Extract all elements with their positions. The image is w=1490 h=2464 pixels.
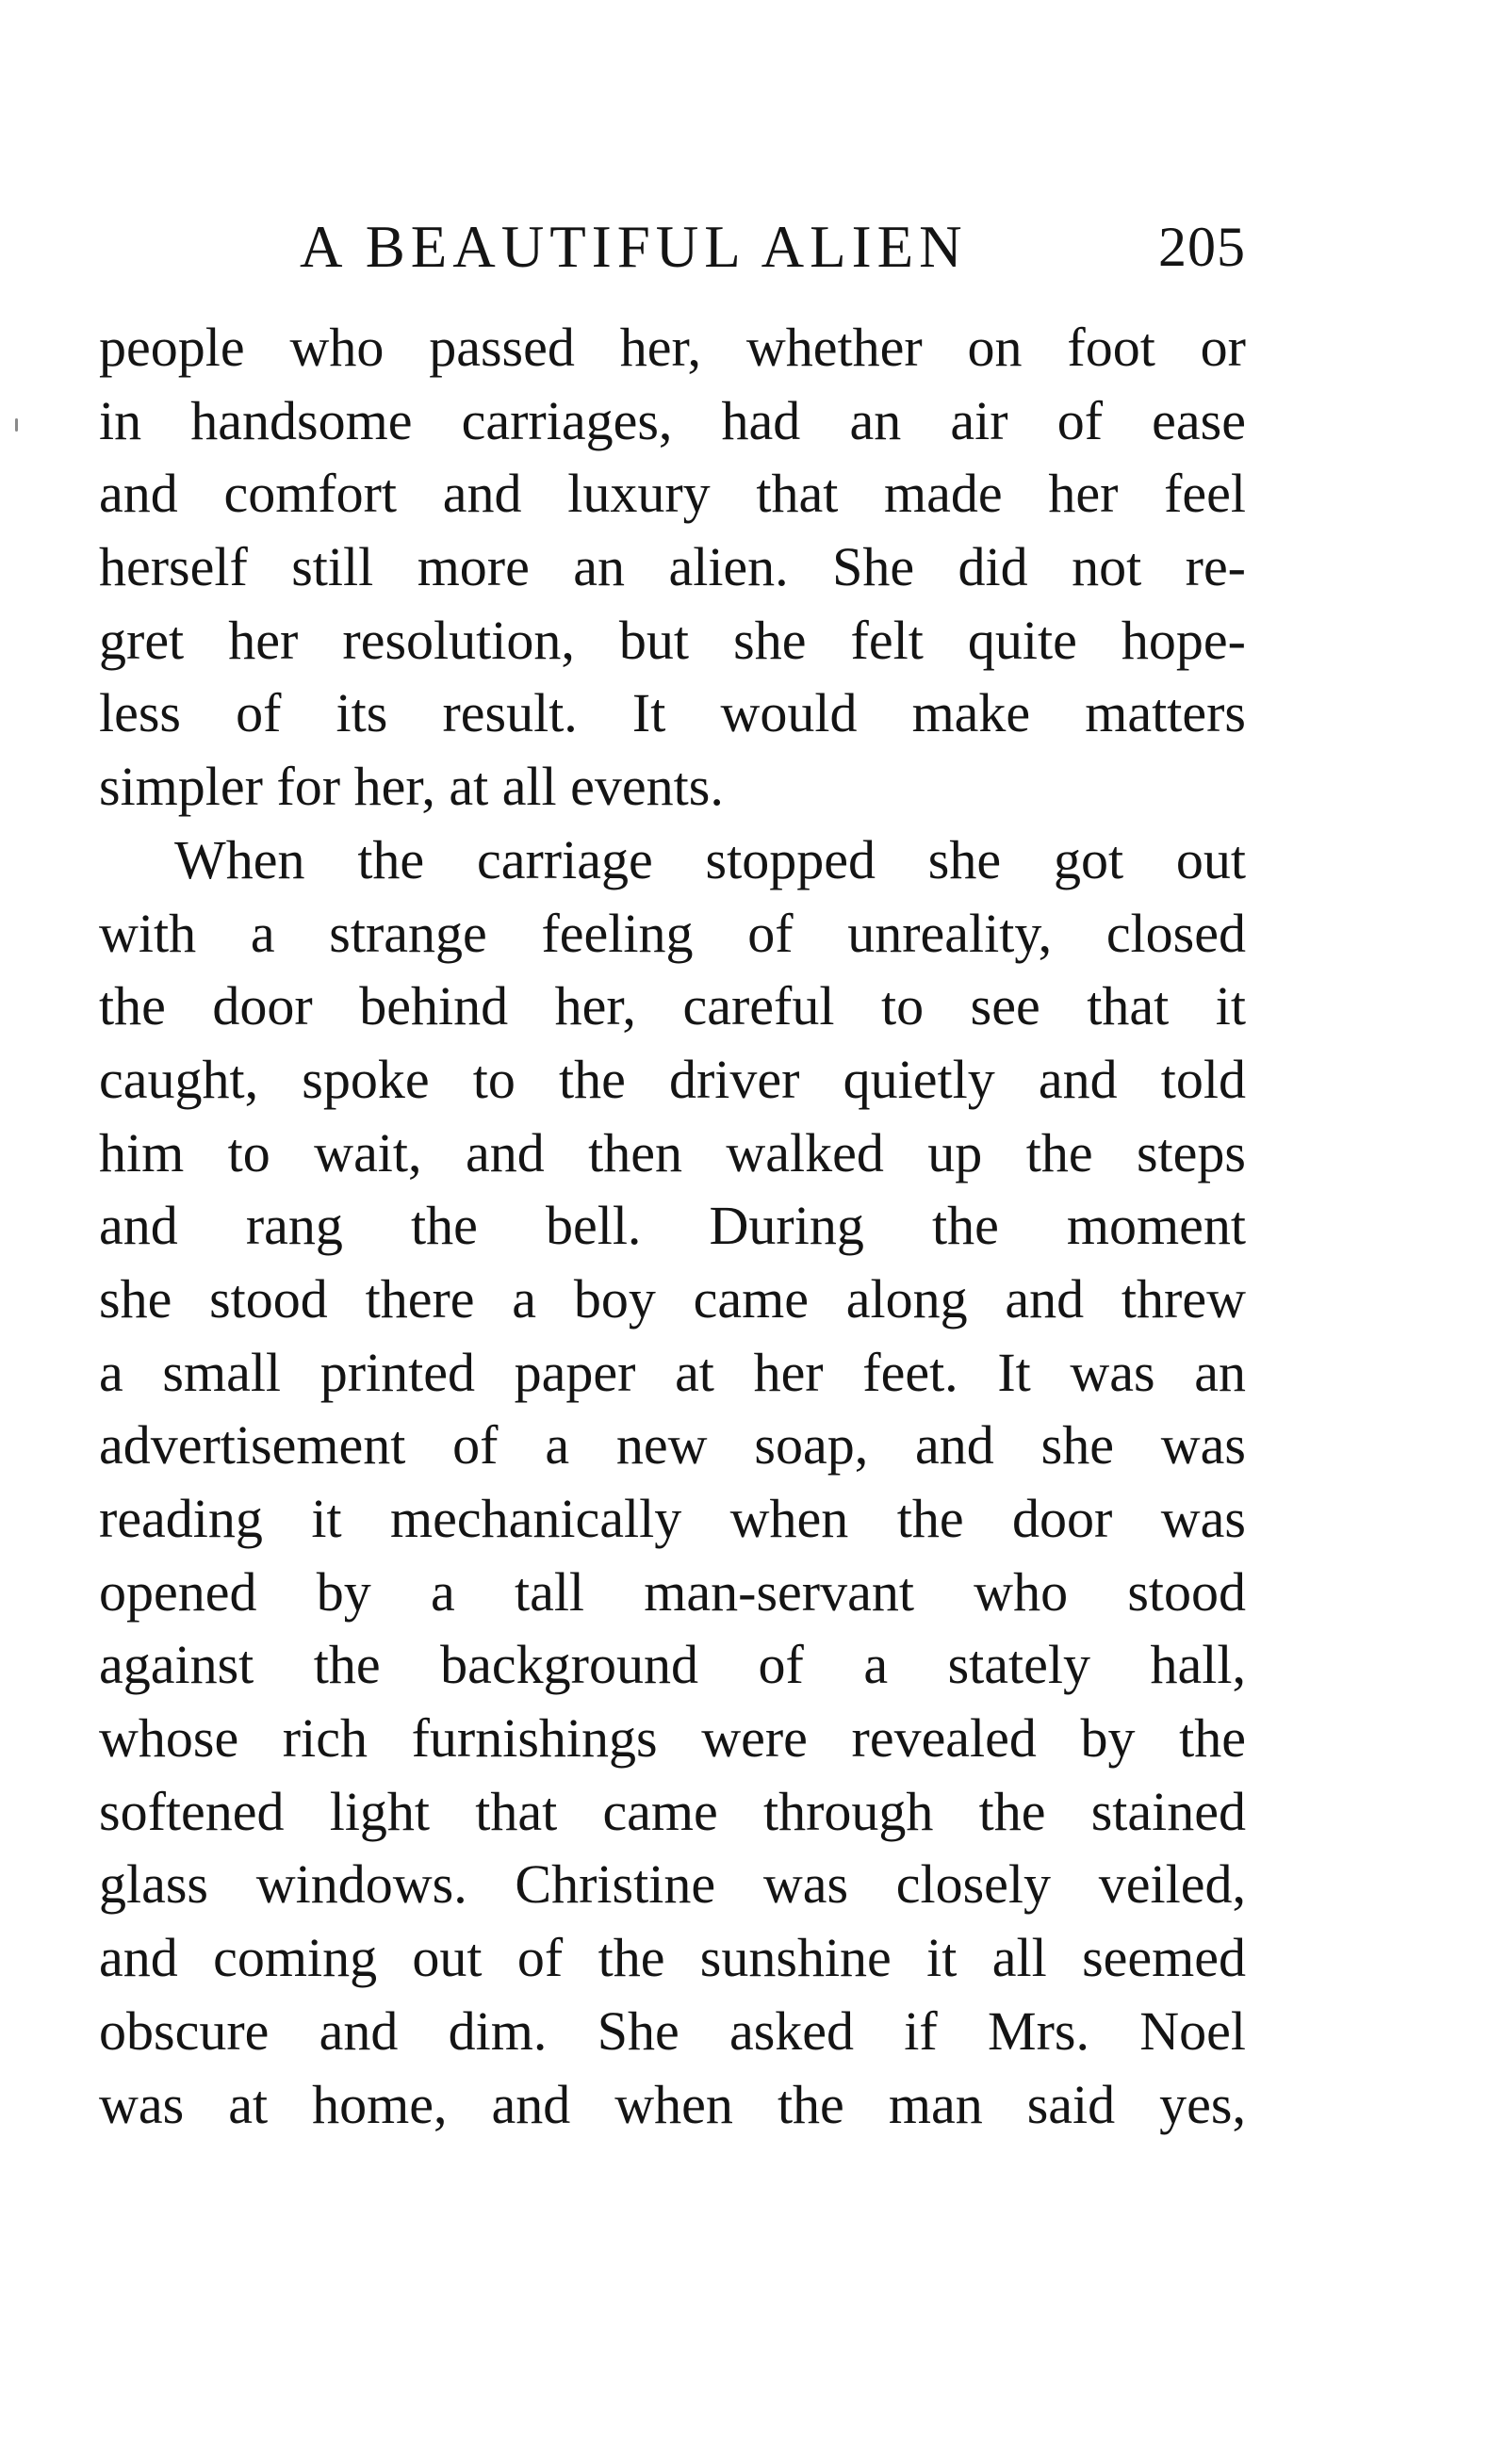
text-line: gret her resolution, but she felt quite hope- (99, 609, 1246, 671)
text-line: whose rich furnishings were revealed by the (99, 1707, 1246, 1770)
text-line: opened by a tall man-servant who stood (99, 1560, 1246, 1623)
text-line: When the carriage stopped she got out (174, 828, 1246, 890)
margin-speck (15, 418, 18, 432)
text-line: advertisement of a new soap, and she was (99, 1414, 1246, 1477)
text-line: the door behind her, careful to see that it (99, 975, 1246, 1037)
text-line: simpler for her, at all events. (99, 756, 724, 818)
text-line: and rang the bell. During the moment (99, 1195, 1246, 1257)
text-line: less of its result. It would make matters (99, 682, 1246, 744)
text-line: she stood there a boy came along and threw (99, 1267, 1246, 1330)
text-line: with a strange feeling of unreality, closed (99, 902, 1246, 964)
text-line: against the background of a stately hall, (99, 1634, 1246, 1696)
running-head (300, 209, 1246, 285)
text-line: a small printed paper at her feet. It was an (99, 1341, 1246, 1403)
body-text (99, 311, 1246, 2141)
text-line: was at home, and when the man said yes, (99, 2073, 1246, 2135)
text-line: caught, spoke to the driver quietly and told (99, 1048, 1246, 1110)
text-line: softened light that came through the stained (99, 1780, 1246, 1842)
text-line: him to wait, and then walked up the steps (99, 1121, 1246, 1183)
text-line: herself still more an alien. She did not re- (99, 536, 1246, 598)
text-line: in handsome carriages, had an air of ease (99, 389, 1246, 451)
paragraph-1 (99, 311, 1246, 824)
text-line: glass windows. Christine was closely veiled, (99, 1853, 1246, 1916)
page-number: 205 (1158, 216, 1246, 278)
text-line: reading it mechanically when the door was (99, 1488, 1246, 1549)
text-line: and coming out of the sunshine it all seemed (99, 1927, 1246, 1989)
running-title: A BEAUTIFUL ALIEN (300, 214, 968, 280)
text-line: people who passed her, whether on foot or (99, 317, 1246, 378)
paragraph-2 (99, 824, 1246, 2141)
text-line: obscure and dim. She asked if Mrs. Noel (99, 1999, 1246, 2062)
text-line: and comfort and luxury that made her feel (99, 463, 1246, 525)
